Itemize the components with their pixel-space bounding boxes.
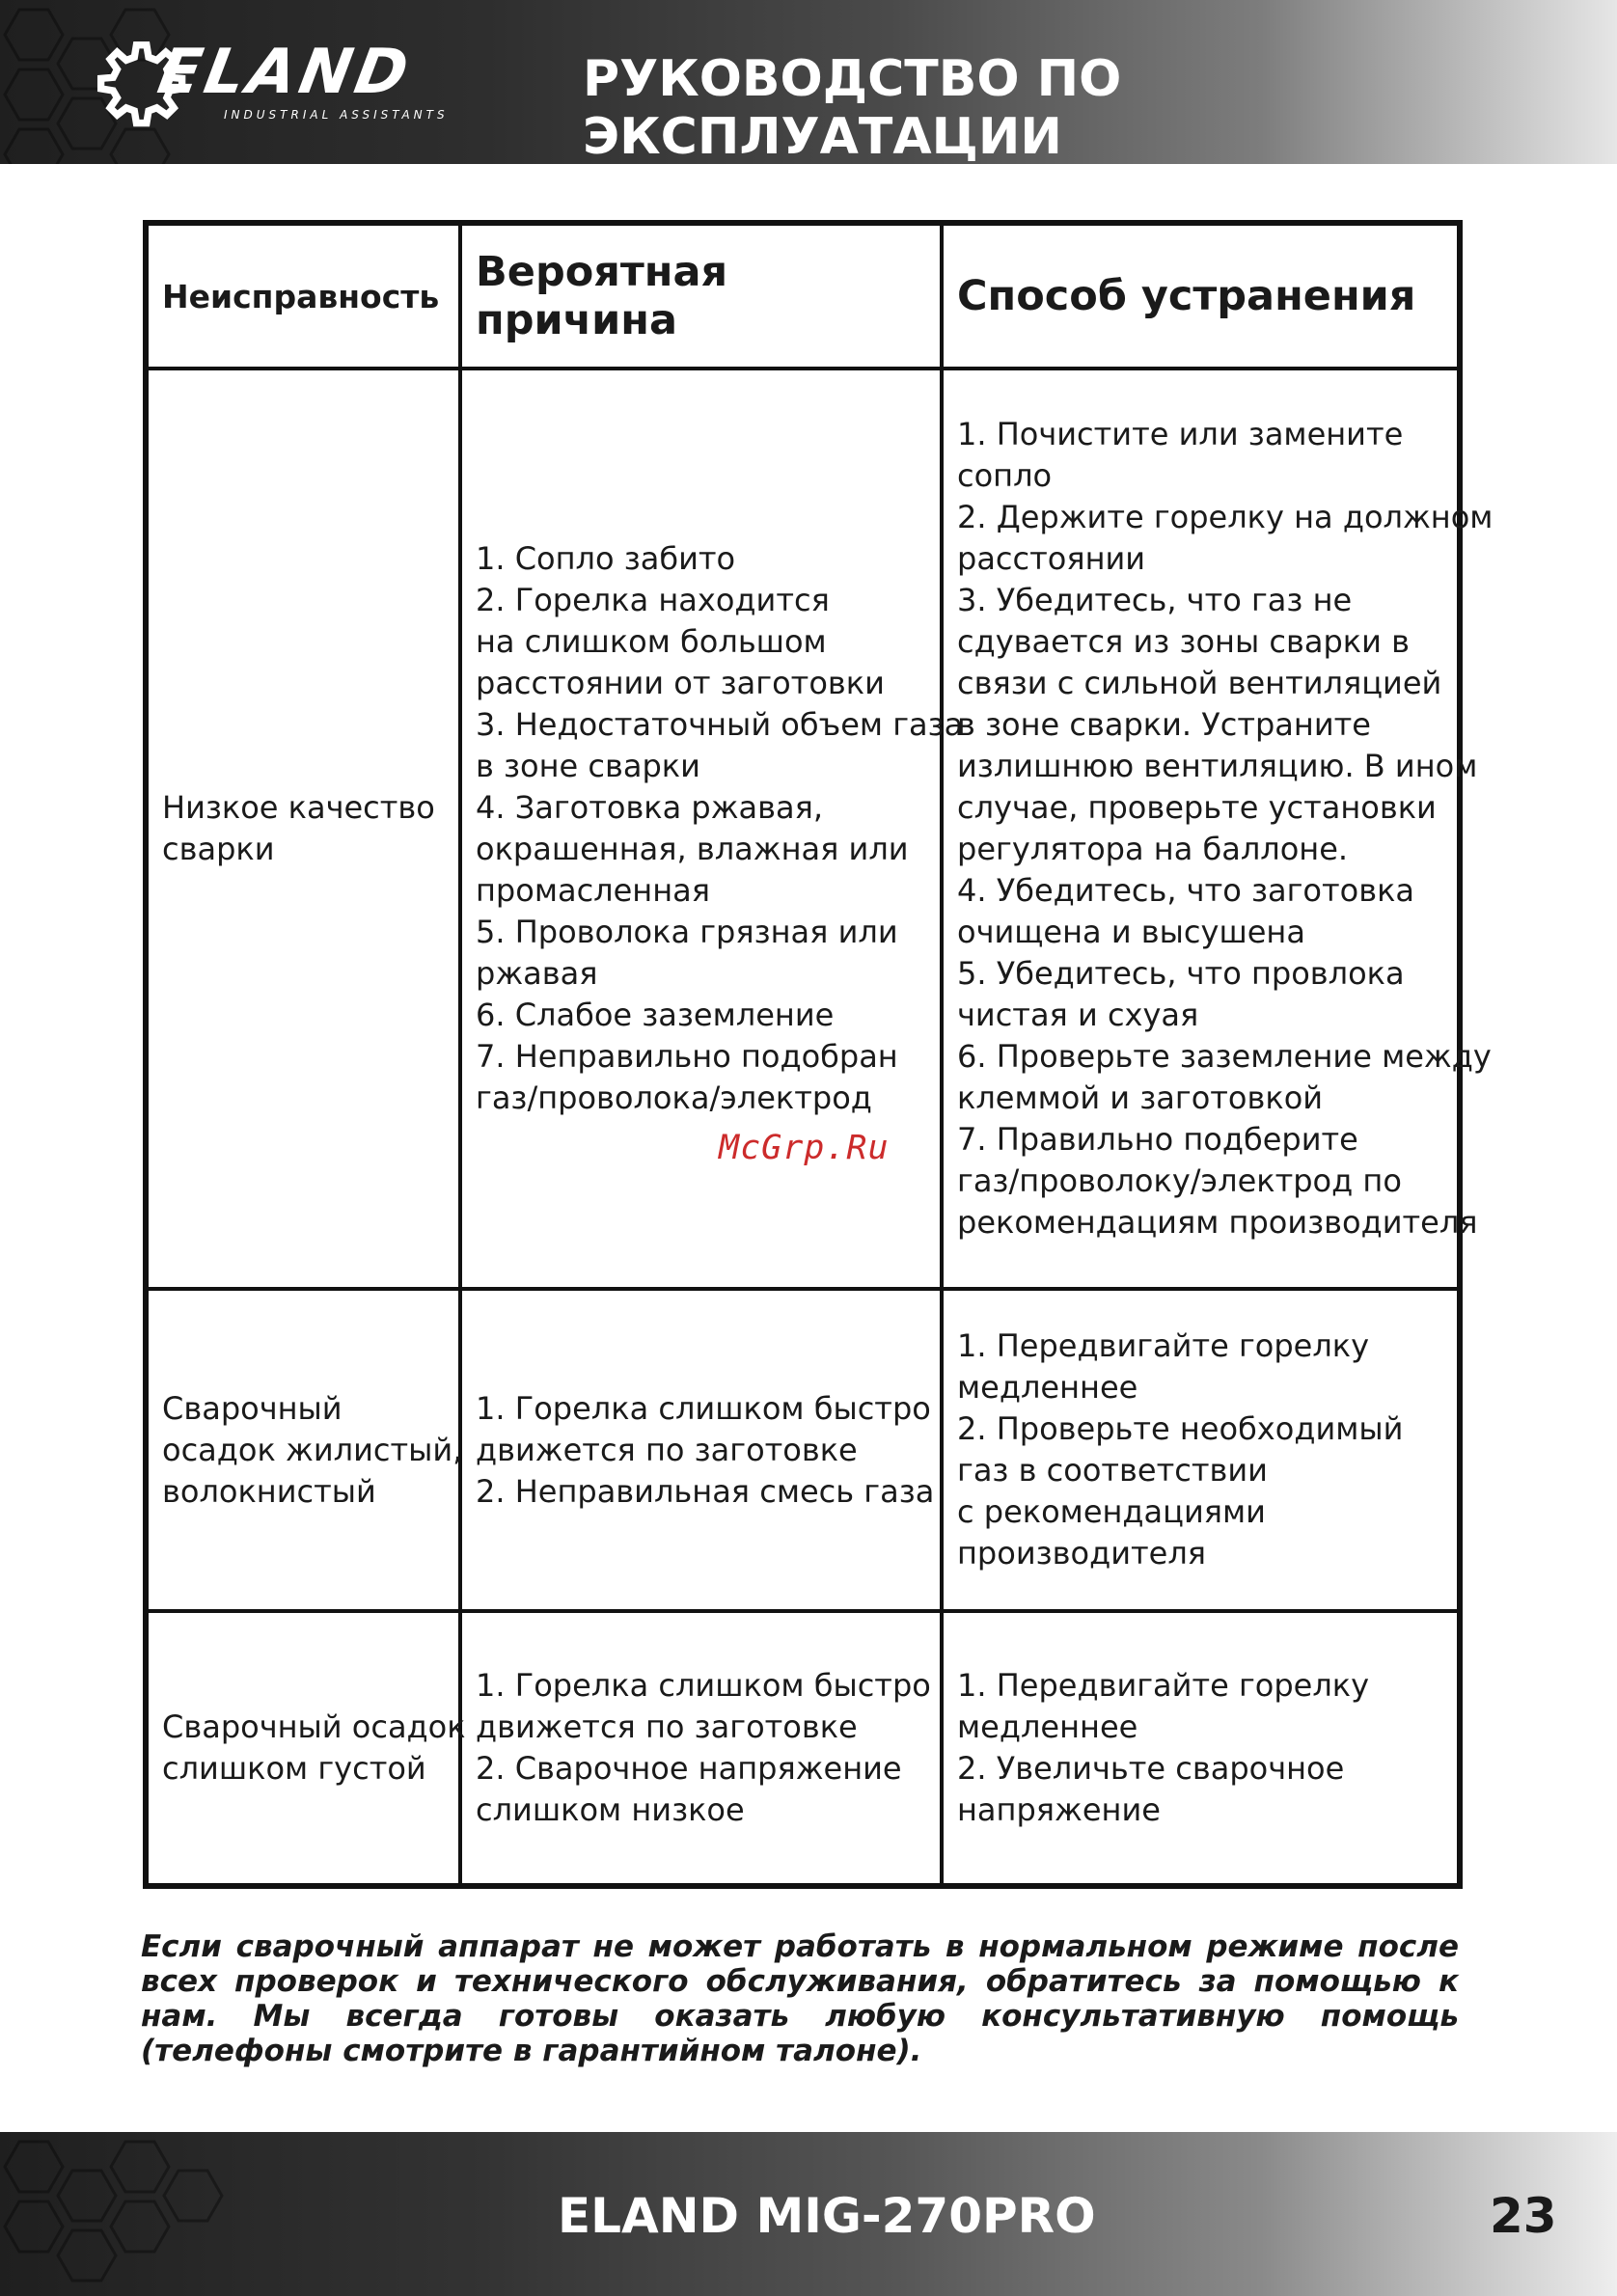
text-line: в зоне сварки. Устраните: [957, 706, 1371, 743]
text-line: 1. Передвигайте горелку: [957, 1667, 1370, 1704]
text-line: 2. Неправильная смесь газа: [476, 1472, 935, 1510]
text-line: осадок жилистый,: [162, 1431, 463, 1468]
fault-cell: [146, 369, 460, 1289]
text-line: очищена и высушена: [957, 914, 1305, 950]
page-footer: [0, 2132, 1617, 2296]
text-line: 5. Убедитесь, что провлока: [957, 955, 1405, 992]
text-line: 7. Правильно подберите: [957, 1121, 1358, 1158]
text-line: клеммой и заготовкой: [957, 1080, 1324, 1116]
watermark-link[interactable]: McGrp.Ru: [719, 1129, 890, 1167]
text-line: 1. Передвигайте горелку: [957, 1327, 1370, 1364]
fault-cell: [146, 1611, 466, 1886]
text-line: движется по заготовке: [476, 1708, 858, 1745]
logo-tagline: INDUSTRIAL ASSISTANTS: [224, 108, 449, 122]
text-line: 6. Проверьте заземление между: [957, 1038, 1492, 1075]
page-header: [0, 0, 1617, 164]
text-line: Сварочный осадок: [162, 1708, 466, 1745]
text-line: волокнистый: [162, 1472, 376, 1510]
text-line: сварки: [162, 831, 275, 867]
text-line: Сварочный: [162, 1389, 343, 1427]
text-line: 1. Горелка слишком быстро: [476, 1389, 931, 1427]
text-line: 4. Убедитесь, что заготовка: [957, 872, 1414, 909]
text-line: сдувается из зоны сварки в: [957, 623, 1410, 660]
text-line: газ в соответствии: [957, 1452, 1268, 1489]
troubleshooting-table: [143, 220, 1494, 1889]
text-line: напряжение: [957, 1791, 1161, 1828]
text-line: 7. Неправильно подобран: [476, 1038, 898, 1075]
text-line: расстоянии от заготовки: [476, 665, 885, 701]
logo-wordmark: ELAND: [152, 37, 418, 108]
text-line: на слишком большом: [476, 623, 827, 660]
table-header-row: [146, 223, 1460, 369]
text-line: 1. Сопло забито: [476, 540, 736, 577]
cause-cell: [460, 1611, 942, 1886]
text-line: излишнюю вентиляцию. В ином: [957, 748, 1478, 784]
text-line: 2. Держите горелку на должном: [957, 499, 1494, 535]
text-line: 6. Слабое заземление: [476, 997, 835, 1033]
page-title: РУКОВОДСТВО ПО ЭКСПЛУАТАЦИИ: [583, 50, 1122, 164]
table-row: [146, 1611, 1460, 1886]
support-note: Если сварочный аппарат не может работать в нормальном режиме после всех проверок и технического обслуживания, обратитесь за помощью к нам. Мы всегда готовы оказать любую консультативную помощь (телефоны смотрите в гарантийном талоне).: [141, 1929, 1459, 2068]
text-line: слишком густой: [162, 1750, 426, 1787]
troubleshooting-table-wrapper: [143, 220, 1494, 1889]
text-line: слишком низкое: [476, 1791, 745, 1828]
column-header-cause: Вероятная причина: [460, 223, 942, 369]
text-line: расстоянии: [957, 540, 1146, 577]
table-row: [146, 1289, 1460, 1611]
text-line: 3. Недостаточный объем газа: [476, 706, 964, 743]
column-header-remedy: Способ устранения: [942, 223, 1460, 369]
remedy-cell: [942, 1611, 1460, 1886]
text-line: движется по заготовке: [476, 1431, 858, 1468]
text-line: чистая и схуая: [957, 997, 1199, 1033]
fault-cell: [146, 1289, 463, 1611]
text-line: 2. Сварочное напряжение: [476, 1750, 902, 1787]
text-line: 4. Заготовка ржавая,: [476, 789, 824, 826]
text-line: 2. Проверьте необходимый: [957, 1410, 1404, 1447]
text-line: 5. Проволока грязная или: [476, 914, 898, 950]
text-line: Низкое качество: [162, 789, 435, 826]
text-line: промасленная: [476, 872, 710, 909]
text-line: рекомендациям производителя: [957, 1204, 1478, 1241]
page-number: 23: [1490, 2188, 1557, 2244]
text-line: газ/проволоку/электрод по: [957, 1162, 1402, 1199]
text-line: окрашенная, влажная или: [476, 831, 909, 867]
text-line: 2. Увеличьте сварочное: [957, 1750, 1345, 1787]
text-line: регулятора на баллоне.: [957, 831, 1349, 867]
text-line: сопло: [957, 457, 1053, 494]
text-line: 1. Горелка слишком быстро: [476, 1667, 931, 1704]
text-line: ржавая: [476, 955, 598, 992]
text-line: в зоне сварки: [476, 748, 700, 784]
remedy-cell: [942, 1289, 1460, 1611]
column-header-fault: Неисправность: [146, 223, 460, 369]
text-line: 3. Убедитесь, что газ не: [957, 582, 1353, 618]
remedy-cell: [942, 369, 1494, 1289]
text-line: случае, проверьте установки: [957, 789, 1437, 826]
text-line: производителя: [957, 1535, 1207, 1572]
text-line: медленнее: [957, 1708, 1138, 1745]
text-line: с рекомендациями: [957, 1493, 1266, 1530]
text-line: 1. Почистите или замените: [957, 416, 1404, 452]
text-line: медленнее: [957, 1369, 1138, 1406]
cause-cell: [460, 1289, 942, 1611]
text-line: газ/проволока/электрод: [476, 1080, 872, 1116]
text-line: 2. Горелка находится: [476, 582, 830, 618]
product-model: ELAND MIG-270PRO: [558, 2188, 1096, 2244]
text-line: связи с сильной вентиляцией: [957, 665, 1442, 701]
